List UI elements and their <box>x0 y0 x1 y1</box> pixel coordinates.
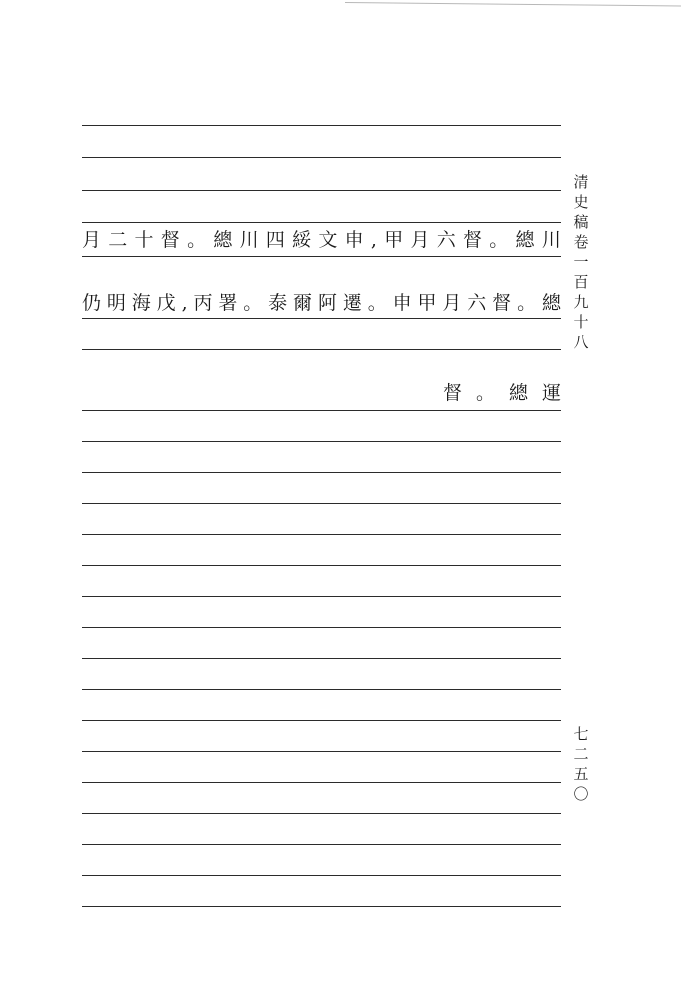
row-rule <box>82 658 561 659</box>
row-char: 月 <box>410 229 430 251</box>
row-char: 六 <box>436 229 456 251</box>
margin-title <box>566 172 596 352</box>
row-rule <box>82 906 561 907</box>
row-rule <box>82 720 561 721</box>
row-char: 總 <box>515 229 535 251</box>
row-rule <box>82 222 561 223</box>
row-rule <box>82 534 561 535</box>
row-rule <box>82 157 561 158</box>
row-char: 川 <box>239 229 259 251</box>
row-rule <box>82 410 561 411</box>
row-char: 總 <box>541 292 561 314</box>
row-char: 爾 <box>293 292 313 314</box>
row-char: 。 <box>475 382 495 404</box>
table-row-2 <box>82 288 561 318</box>
row-char: 四 <box>265 229 285 251</box>
margin-title-char: 稿 <box>573 213 589 231</box>
row-char: 二 <box>108 229 128 251</box>
row-char: , <box>370 229 377 251</box>
margin-title-char: 九 <box>573 293 589 311</box>
row-char: , <box>181 292 188 314</box>
row-rule <box>82 256 561 257</box>
row-rule <box>82 125 561 126</box>
row-char: 綏 <box>292 229 312 251</box>
page-number-char: 二 <box>573 745 589 763</box>
table-row-3 <box>82 378 561 408</box>
row-char: 海 <box>131 292 151 314</box>
row-char: 總 <box>213 229 233 251</box>
row-char: 。 <box>517 292 537 314</box>
row-rule <box>82 565 561 566</box>
page-number-char: 五 <box>573 765 589 783</box>
row-rule <box>82 441 561 442</box>
margin-title-char: 卷 <box>573 233 589 251</box>
margin-title-char: 十 <box>573 313 589 331</box>
row-rule <box>82 472 561 473</box>
margin-title-char: 一 <box>573 253 589 271</box>
row-rule <box>82 349 561 350</box>
row-char: 。 <box>489 229 509 251</box>
row-rule <box>82 813 561 814</box>
row-char: 泰 <box>268 292 288 314</box>
row-char: 。 <box>367 292 387 314</box>
row-char: 十 <box>134 229 154 251</box>
row-char: 川 <box>541 229 561 251</box>
row-char: 。 <box>243 292 263 314</box>
row-char: 督 <box>463 229 483 251</box>
row-char: 仍 <box>82 292 102 314</box>
page-number <box>566 724 596 804</box>
table-row-1 <box>82 225 561 255</box>
row-rule <box>82 875 561 876</box>
row-char: 署 <box>218 292 238 314</box>
row-rule <box>82 627 561 628</box>
row-char: 丙 <box>193 292 213 314</box>
row-char: 申 <box>392 292 412 314</box>
margin-title-char: 史 <box>573 193 589 211</box>
row-char: 總 <box>508 382 528 404</box>
row-char: 運 <box>541 382 561 404</box>
row-rule <box>82 689 561 690</box>
row-char: 甲 <box>417 292 437 314</box>
row-char: 戊 <box>156 292 176 314</box>
margin-title-char: 清 <box>573 173 589 191</box>
row-rule <box>82 596 561 597</box>
row-char: 文 <box>318 229 338 251</box>
row-rule <box>82 190 561 191</box>
row-char: 月 <box>442 292 462 314</box>
row-char: 督 <box>492 292 512 314</box>
row-char: 。 <box>187 229 207 251</box>
row-char: 阿 <box>317 292 337 314</box>
row-char: 申 <box>344 229 364 251</box>
table-grid <box>82 0 561 1000</box>
row-rule <box>82 782 561 783</box>
margin-title-char: 百 <box>573 273 589 291</box>
row-rule <box>82 751 561 752</box>
row-char: 甲 <box>384 229 404 251</box>
margin-title-char: 八 <box>573 333 589 351</box>
row-rule <box>82 844 561 845</box>
row-rule <box>82 503 561 504</box>
row-char: 明 <box>106 292 126 314</box>
page-number-char: 〇 <box>573 785 589 803</box>
row-rule <box>82 318 561 319</box>
row-char: 遷 <box>342 292 362 314</box>
page-number-char: 七 <box>573 725 589 743</box>
row-char: 月 <box>82 229 102 251</box>
row-char: 督 <box>160 229 180 251</box>
row-char: 督 <box>442 382 462 404</box>
row-char: 六 <box>467 292 487 314</box>
